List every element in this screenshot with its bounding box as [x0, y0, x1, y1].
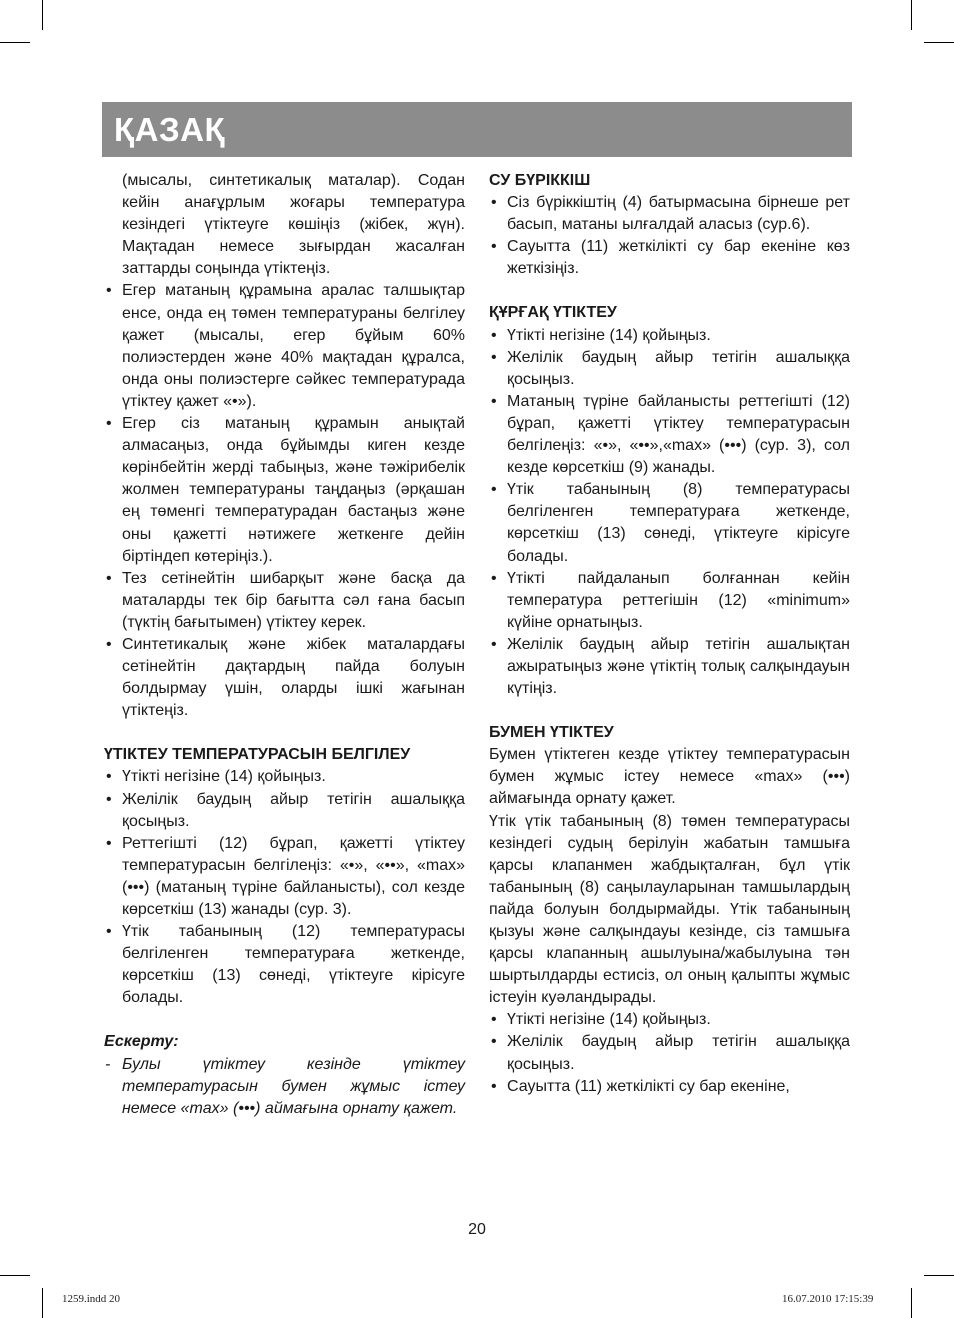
- language-title: ҚАЗАҚ: [114, 111, 226, 148]
- crop-mark: [0, 42, 30, 43]
- list-item: • Сауытта (11) жеткілікті су бар екеніне көз жеткізіңіз.: [489, 236, 850, 280]
- crop-mark: [911, 0, 912, 30]
- list-item: • Сіз бүріккіштің (4) батырмасына бірнеше рет басып, матаны ылғалдай аласыз (сур.6).: [489, 192, 850, 236]
- footer-file: 1259.indd 20: [62, 1293, 121, 1305]
- list-item: • Матаның түріне байланысты реттегішті (12) бұрап, қажетті үтіктеу температурасын белгілеңіз: «•», «••»,«max» (•••) (сур. 3), сол кезде көрсеткіш (9) жанады.: [489, 391, 850, 479]
- list-item: • Үтік табанының (8) температурасы белгіленген температураға жеткенде, көрсеткіш (13) сөнеді, үтіктеуге кірісуге болады.: [489, 479, 850, 567]
- list-item: • Егер матаның құрамына аралас талшықтар енсе, онда ең төмен температураны белгілеу қажет (мысалы, егер бұйым 60% полиэстерден және 40% мақтадан құралса, онда оны полиэстерге сәйкес температурада үтіктеу қажет «•»).: [104, 280, 465, 413]
- list-item: • Желілік баудың айыр тетігін ашалықтан ажыратыңыз және үтіктің толық салқындауын күтіңіз.: [489, 634, 850, 700]
- list-item: • Үтікті пайдаланып болғаннан кейін температура реттегішін (12) «minimum» күйіне орнатыңыз.: [489, 568, 850, 634]
- temp-section-title: ҮТІКТЕУ ТЕМПЕРАТУРАСЫН БЕЛГІЛЕУ: [104, 746, 411, 764]
- section-header-bar: [102, 102, 852, 157]
- dry-list: [489, 325, 850, 701]
- crop-mark: [911, 1288, 912, 1318]
- note-item: - Булы үтіктеу кезінде үтіктеу температурасын бумен жұмыс істеу немесе «max» (•••) аймағына орнату қажет.: [104, 1054, 465, 1120]
- list-item: • Желілік баудың айыр тетігін ашалыққа қосыңыз.: [489, 1031, 850, 1075]
- list-item: • Сауытта (11) жеткілікті су бар екеніне,: [489, 1076, 850, 1098]
- steam-section-title: БУМЕН ҮТІКТЕУ: [489, 724, 614, 742]
- list-item: • Желілік баудың айыр тетігін ашалыққа қосыңыз.: [489, 347, 850, 391]
- list-item: • Үтік табанының (12) температурасы белгіленген температураға жеткенде, көрсеткіш (13) сөнеді, үтіктеуге кірісуге болады.: [104, 921, 465, 1009]
- steam-paragraph: Бумен үтіктеген кезде үтіктеу температурасын бумен жұмыс істеу немесе «max» (•••) аймағында орнату қажет.: [489, 746, 850, 808]
- list-item: • Реттегішті (12) бұрап, қажетті үтіктеу температурасын белгілеңіз: «•», «••», «max» (•••) (матаның түріне байланысты), сол кезде көрсеткіш (13) жанады (сур. 3).: [104, 833, 465, 921]
- intro-paragraph: (мысалы, синтетикалық маталар). Содан кейін анағұрлым жоғары температура кезіндегі үтіктеуге көшіңіз (жібек, жүн). Мақтадан немесе зығырдан жасалған заттарды соңында үтіктеңіз.: [122, 172, 465, 278]
- steam-paragraph: Үтік үтік табанының (8) төмен температурасы кезіндегі судың берілуін жабатын тамшыға қарсы клапанмен жабдықталған, бұл үтік табанының (8) саңылауларынан тамшылардың пайда болуын болдырмайды. Үтік табанының қызуы және салқындауы кезінде, сіз тамшыға қарсы клапанның ашылуына/жабылуына тән шыртылдарды естисіз, ол оның қалыпты жұмыс істеуін куәландырады.: [489, 812, 850, 1007]
- crop-mark: [42, 0, 43, 30]
- spray-list: [489, 192, 850, 280]
- list-item: • Синтетикалық және жібек маталардағы сетінейтін дақтардың пайда болуын болдырмау үшін, оларды ішкі жағынан үтіктеңіз.: [104, 634, 465, 722]
- fabric-tips-list: [104, 280, 465, 722]
- note-list: [104, 1054, 465, 1120]
- crop-mark: [924, 1275, 954, 1276]
- steam-list: [489, 1009, 850, 1097]
- crop-mark: [42, 1288, 43, 1318]
- list-item: • Тез сетінейтін шибарқыт және басқа да маталарды тек бір бағытта сәл ғана басып (түктің бағытымен) үтіктеу керек.: [104, 568, 465, 634]
- list-item: • Үтікті негізіне (14) қойыңыз.: [489, 325, 850, 347]
- right-column: [489, 170, 850, 1098]
- page-number: 20: [468, 1221, 486, 1238]
- temp-section-list: [104, 766, 465, 1009]
- spray-section-title: СУ БҮРІККІШ: [489, 172, 591, 189]
- list-item: • Үтікті негізіне (14) қойыңыз.: [104, 766, 465, 788]
- list-item: • Егер сіз матаның құрамын анықтай алмасаңыз, онда бұйымды киген кезде көрінбейтін жерді табыңыз, және тәжірибелік жолмен температураны таңдаңыз (әрқашан ең төменгі температурадан бастаңыз және оны қажетті нәтижеге жеткенге дейін біртіндеп көтеріңіз.).: [104, 413, 465, 568]
- list-item: • Желілік баудың айыр тетігін ашалыққа қосыңыз.: [104, 789, 465, 833]
- dry-section-title: ҚҰРҒАҚ ҮТІКТЕУ: [489, 304, 617, 322]
- left-column: [104, 170, 465, 1120]
- footer-datetime: 16.07.2010 17:15:39: [782, 1293, 874, 1305]
- note-title: Ескерту:: [104, 1033, 179, 1051]
- list-item: • Үтікті негізіне (14) қойыңыз.: [489, 1009, 850, 1031]
- crop-mark: [0, 1275, 30, 1276]
- crop-mark: [924, 42, 954, 43]
